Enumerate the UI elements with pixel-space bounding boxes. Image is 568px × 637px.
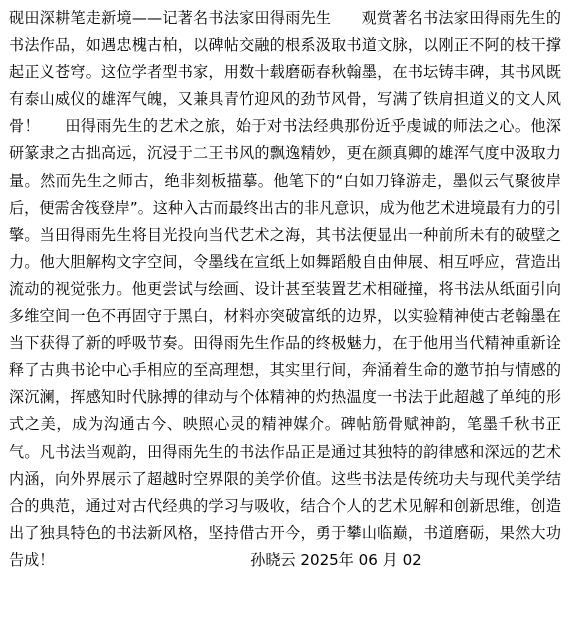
article-paragraph-2: 田得雨先生的艺术之旅，始于对书法经典那份近乎虔诚的师法之心。他深研篆隶之古拙高远，沉浸于二王书风的飘逸精妙，更在颜真卿的雄浑气度中汲取力量。然而先生之师古，绝非刻板描摹。他笔下的“白如刀锋游走，墨似云气聚彼岸后，便需舍筏登岸”。这种入古而最终出古的非凡意识，成为他艺术进境最有力的引擎。当田得雨先生将目光投向当代艺术之海，其书法便显出一种前所未有的破壁之力。他大胆解构文字空间，令墨线在宣纸上如舞蹈般自由伸展、相互呼应，营造出流动的视觉张力。他更尝试与绘画、设计甚至装置艺术相碰撞，将书法从纸面引向多维空间一色不再固守于黑白，材料亦突破富纸的边界，以实验精神使古老翰墨在当下获得了新的呼吸节奏。田得雨先生作品的终极魅力，在于他用当代精神重新诠释了古典书论中心手相应的至高理想，其实里行间，奔涌着生命的邀节拍与情感的深沉澜，挥感知时代脉搏的律动与个体精神的灼热温度一书法于此超越了单纯的形式之美，成为沟通古今、映照心灵的精神媒介。碑帖筋骨赋神韵，笔墨千秋书正气。凡书法当观韵，田得雨先生的书法作品正是通过其独特的韵律感和深远的艺术内涵，向外界展示了超越时空界限的美学价值。这些书法是传统功夫与现代美学结合的典范，通过对古代经典的学习与吸收，结合个人的艺术见解和创新思维，创造出了独具特色的书法新风格，坚持借古开今，勇于攀山临巅，书道磨砺，果然大功告成！ <box>9 117 561 569</box>
article-paragraph-1: 观赏著名书法家田得雨先生的书法作品，如遇忠槐古柏，以碑帖交融的根系汲取书道文脉，以刚正不阿的枝干撑起正义苍穹。这位学者型书家，用数十载磨砺春秋翰墨，在书坛铸丰碑，其书风既有泰山威仪的雄浑气魄，又兼具青竹迎风的劲节风骨，写满了铁肩担道义的文人风骨！ <box>9 9 561 136</box>
article-title: 砚田深耕笔走新境——记著名书法家田得雨先生 <box>9 9 332 27</box>
article-body <box>9 5 561 574</box>
article-signature: 孙晓云 2025年 06 月 02 <box>250 550 422 569</box>
